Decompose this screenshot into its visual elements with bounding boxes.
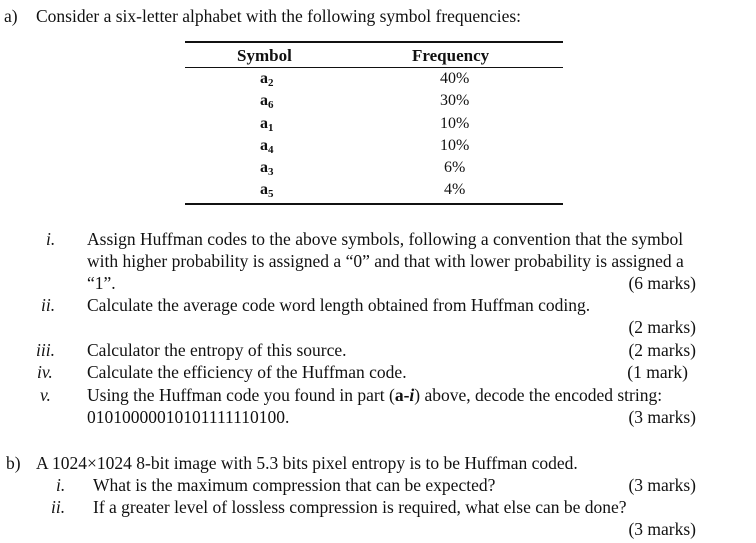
table-row bbox=[185, 135, 563, 157]
question-a-v-encoded-string: 01010000010101111110100. bbox=[87, 407, 290, 427]
symbol-cell: $a_6$ bbox=[260, 92, 274, 112]
symbol-cell: $a_2$ bbox=[260, 70, 274, 89]
question-b-i-line1: What is the maximum compression that can be expected? bbox=[93, 475, 496, 495]
symbol-cell: $a_1$ bbox=[260, 114, 274, 134]
question-a-iii-line1: Calculator the entropy of this source. bbox=[87, 340, 347, 360]
table-row bbox=[185, 90, 563, 112]
symbol-cell: $a_5$ bbox=[260, 181, 274, 201]
part-b-intro: A 1024×1024 8-bit image with 5.3 bits pixel entropy is to be Huffman coded. bbox=[36, 453, 578, 473]
question-a-iv-line1: Calculate the efficiency of the Huffman code. bbox=[87, 362, 407, 382]
question-a-v-marks: (3 marks) bbox=[628, 407, 696, 427]
symbol-cell: $a_4$ bbox=[260, 136, 274, 156]
question-a-i-marks: (6 marks) bbox=[628, 273, 696, 293]
table-row bbox=[185, 113, 563, 135]
question-a-i-line2: with higher probability is assigned a “0” and that with lower probability is assigned a bbox=[87, 251, 684, 271]
question-b-i-marks: (3 marks) bbox=[628, 475, 696, 495]
part-a-label: a) bbox=[4, 6, 18, 26]
table-row bbox=[185, 157, 563, 179]
question-a-i-number: i. bbox=[46, 229, 56, 249]
part-a-intro: Consider a six-letter alphabet with the following symbol frequencies: bbox=[36, 6, 522, 26]
table-row bbox=[185, 68, 563, 90]
question-a-ii-marks: (2 marks) bbox=[628, 317, 696, 337]
question-a-iii-marks: (2 marks) bbox=[628, 340, 696, 360]
frequency-cell: 40% bbox=[440, 70, 470, 87]
symbol-cell: $a_3$ bbox=[260, 159, 274, 179]
table-row bbox=[185, 179, 563, 203]
frequency-cell: 10% bbox=[440, 136, 470, 154]
question-b-i-number: i. bbox=[56, 475, 66, 495]
question-a-ii-line1: Calculate the average code word length obtained from Huffman coding. bbox=[87, 295, 591, 315]
question-b-ii-marks: (3 marks) bbox=[628, 519, 696, 539]
frequency-cell: 30% bbox=[440, 92, 470, 110]
question-a-v-number: v. bbox=[40, 385, 51, 405]
question-a-iii-number: iii. bbox=[36, 340, 55, 360]
question-a-iv-number: iv. bbox=[37, 362, 53, 382]
question-a-i-line1: Assign Huffman codes to the above symbols, following a convention that the symbol bbox=[87, 229, 684, 249]
part-b-label: b) bbox=[6, 453, 21, 473]
header-frequency: Frequency bbox=[412, 46, 490, 65]
header-symbol: Symbol bbox=[237, 46, 292, 65]
question-a-v-line1: Using the Huffman code you found in part (a-i) above, decode the encoded string: bbox=[87, 385, 663, 405]
question-a-ii-number: ii. bbox=[41, 295, 56, 315]
frequency-cell: 6% bbox=[444, 159, 466, 177]
question-a-iv-marks: (1 mark) bbox=[627, 362, 688, 382]
table-header bbox=[185, 43, 563, 68]
frequency-table bbox=[185, 41, 563, 205]
frequency-cell: 4% bbox=[444, 181, 466, 199]
question-b-ii-line1: If a greater level of lossless compression is required, what else can be done? bbox=[93, 497, 627, 517]
frequency-cell: 10% bbox=[440, 114, 470, 132]
question-a-i-line3: “1”. bbox=[87, 273, 116, 293]
question-b-ii-number: ii. bbox=[51, 497, 66, 517]
